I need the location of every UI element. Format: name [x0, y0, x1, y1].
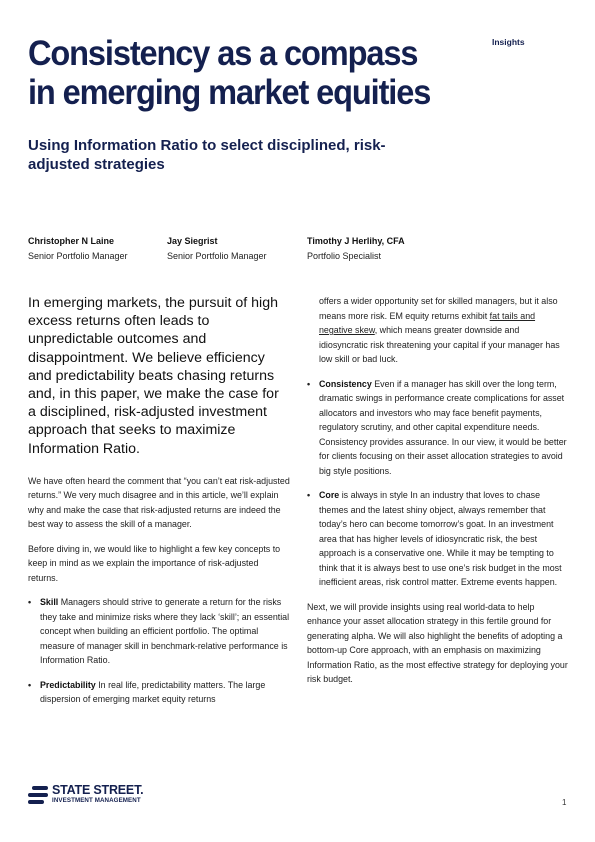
logo-stripes-icon	[28, 784, 48, 806]
author-name: Christopher N Laine	[28, 236, 115, 246]
list-item-term: Skill	[40, 597, 59, 608]
author-block	[28, 234, 128, 264]
author-block	[167, 234, 267, 264]
body-paragraph: Before diving in, we would like to highlight a few key concepts to keep in mind as we explain the importance of risk-adjusted returns.	[28, 543, 281, 583]
concept-list	[307, 377, 569, 590]
list-item-term: Consistency	[319, 378, 372, 389]
left-column	[28, 294, 290, 717]
author-name: Jay Siegrist	[167, 236, 218, 246]
continuation-text: offers a wider opportunity set for skilled managers, but it also means more risk. EM equity returns exhibit	[319, 296, 558, 321]
list-item-term: Predictability	[40, 679, 96, 690]
logo-brand-subtitle: INVESTMENT MANAGEMENT	[52, 797, 141, 804]
state-street-logo	[28, 784, 198, 806]
section-tag: Insights	[492, 37, 525, 47]
author-block	[307, 234, 405, 264]
list-item	[28, 595, 290, 668]
page-subtitle: Using Information Ratio to select disciplined, risk-adjusted strategies	[28, 137, 386, 173]
list-item-text: Managers should strive to generate a return for the risks they take and minimize risks where they lack ‘skill’; an essential concept when building an efficient portfolio. The optimal measure of manager skill in benchmark-relative performance is Information Ratio.	[40, 597, 290, 666]
author-role: Portfolio Specialist	[307, 251, 382, 261]
page-title: Consistency as a compass in emerging market equities	[28, 34, 431, 112]
body-paragraph: We have often heard the comment that “you can’t eat risk-adjusted returns.” We very much disagree and in this article, we’ll explain why and make the case that risk-adjusted returns are indeed the best way to assess the skill of a manager.	[28, 475, 290, 530]
body-paragraph: Next, we will provide insights using real world-data to help enhance your asset allocation strategy in this fertile ground for generating alpha. We will also highlight the benefits of adopting a bottom-up Core approach, with an emphasis on maximizing Information Ratio, as the most effective strategy for deploying your risk budget.	[307, 601, 568, 684]
concept-list	[28, 595, 290, 707]
list-item-text: is always in style In an industry that loves to chase themes and the latest shiny object, always remember that today’s hero can become tomorrow’s goat. In an investment area that has higher levels of idiosyncratic risk, the best approach is a conservative one. While it may be tempting to think that it is always best to use one’s risk budget in the most inefficient areas, risk control matter. Extreme events happen.	[319, 490, 562, 587]
continuation-text: , which means greater downside and idiosyncratic risk threatening your capital if your manager has low skill or bad luck.	[319, 325, 560, 364]
page-number: 1	[562, 798, 567, 807]
list-item-continuation	[307, 294, 569, 367]
author-role: Senior Portfolio Manager	[167, 251, 267, 261]
list-item-term: Core	[319, 490, 340, 500]
list-item	[307, 377, 569, 479]
right-column	[307, 294, 569, 697]
list-item-text: Even if a manager has skill over the long term, dramatic swings in performance create complications for asset allocators and investors who may face benefit payments, regulatory scrutiny, and other capital expenditure needs. Consistency provides assurance. In our view, it would be better for clients focusing on their asset allocation strategies to avoid big style positions.	[319, 378, 567, 476]
lead-paragraph: In emerging markets, the pursuit of high excess returns often leads to unpredictable outcomes and disappointment. We believe efficiency and predictability beats chasing returns and, in this paper, we make the case for a disciplined, risk-adjusted investment approach that seeks to maximize Information Ratio.	[28, 295, 279, 457]
fat-tails-link[interactable]: fat tails and negative skew	[319, 310, 536, 335]
author-name: Timothy J Herlihy, CFA	[307, 236, 405, 246]
list-item	[28, 678, 290, 707]
list-item-text: In real life, predictability matters. The large dispersion of emerging market equity returns	[40, 679, 266, 705]
author-role: Senior Portfolio Manager	[28, 251, 128, 261]
list-item	[307, 488, 569, 590]
logo-brand-name: STATE STREET.	[52, 783, 144, 797]
